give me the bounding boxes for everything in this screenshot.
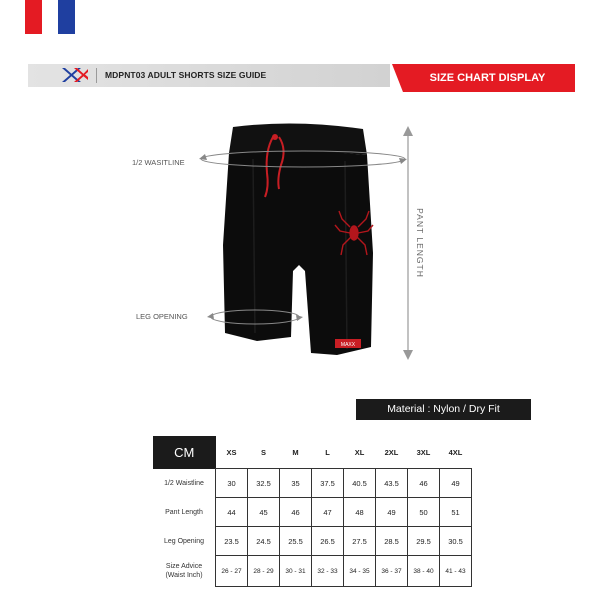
table-cell: 49 <box>440 469 472 498</box>
size-header-m: M <box>292 447 299 457</box>
table-cell: 32 - 33 <box>312 556 344 587</box>
waistline-label: 1/2 WASITLINE <box>132 158 185 167</box>
table-cell: 37.5 <box>312 469 344 498</box>
table-cell: 27.5 <box>344 527 376 556</box>
table-cell: 51 <box>440 498 472 527</box>
unit-cell: CM <box>153 436 216 469</box>
material-badge: Material : Nylon / Dry Fit <box>356 399 531 420</box>
table-cell: 30 - 31 <box>280 556 312 587</box>
row-label-size-advice-line1: Size Advice <box>165 563 203 570</box>
row-label-leg-opening: Leg Opening <box>163 537 205 545</box>
table-cell: 25.5 <box>280 527 312 556</box>
leg-opening-measure <box>205 305 305 329</box>
flag-stripe-white <box>42 0 59 34</box>
flag-stripe-blue <box>58 0 75 34</box>
table-cell: 30.5 <box>440 527 472 556</box>
table-cell: 32.5 <box>248 469 280 498</box>
mx-logo-icon <box>60 66 90 84</box>
flag-icon <box>25 0 75 34</box>
header-divider <box>96 68 97 83</box>
table-cell: 48 <box>344 498 376 527</box>
table-cell: 38 - 40 <box>408 556 440 587</box>
waistline-measure <box>195 145 410 175</box>
table-cell: 26 - 27 <box>216 556 248 587</box>
size-header-s: S <box>260 447 266 457</box>
row-label-size-advice-line2: (Waist Inch) <box>165 572 203 579</box>
table-row <box>153 556 472 587</box>
size-chart-banner-label: SIZE CHART DISPLAY <box>429 72 546 84</box>
size-header-3xl: 3XL <box>416 447 431 457</box>
table-cell: 35 <box>280 469 312 498</box>
table-cell: 46 <box>408 469 440 498</box>
size-header-row <box>153 436 472 469</box>
table-cell: 45 <box>248 498 280 527</box>
table-row <box>153 527 472 556</box>
size-header-4xl: 4XL <box>448 447 463 457</box>
row-label-pant-length: Pant Length <box>165 508 203 516</box>
flag-stripe-red <box>25 0 42 34</box>
table-cell: 34 - 35 <box>344 556 376 587</box>
pant-length-measure <box>401 126 415 360</box>
table-row <box>153 469 472 498</box>
size-header-2xl: 2XL <box>384 447 399 457</box>
pant-length-label: PANT LENGTH <box>415 208 425 278</box>
table-cell: 46 <box>280 498 312 527</box>
table-cell: 26.5 <box>312 527 344 556</box>
table-cell: 29.5 <box>408 527 440 556</box>
table-cell: 24.5 <box>248 527 280 556</box>
row-label-waistline: 1/2 Waistline <box>164 479 204 487</box>
table-cell: 43.5 <box>376 469 408 498</box>
size-table <box>153 436 472 587</box>
table-cell: 40.5 <box>344 469 376 498</box>
table-cell: 49 <box>376 498 408 527</box>
table-cell: 41 - 43 <box>440 556 472 587</box>
table-cell: 36 - 37 <box>376 556 408 587</box>
table-cell: 50 <box>408 498 440 527</box>
shorts-label-text: MAXX <box>340 342 356 348</box>
table-row <box>153 498 472 527</box>
table-cell: 23.5 <box>216 527 248 556</box>
page-title: MDPNT03 ADULT SHORTS SIZE GUIDE <box>105 70 267 80</box>
table-cell: 47 <box>312 498 344 527</box>
size-header-xs: XS <box>226 447 237 457</box>
leg-opening-label: LEG OPENING <box>136 312 188 321</box>
table-cell: 30 <box>216 469 248 498</box>
size-header-l: L <box>325 447 330 457</box>
row-label-size-advice <box>153 556 216 587</box>
table-cell: 28 - 29 <box>248 556 280 587</box>
table-cell: 28.5 <box>376 527 408 556</box>
size-header-xl: XL <box>354 447 365 457</box>
table-cell: 44 <box>216 498 248 527</box>
